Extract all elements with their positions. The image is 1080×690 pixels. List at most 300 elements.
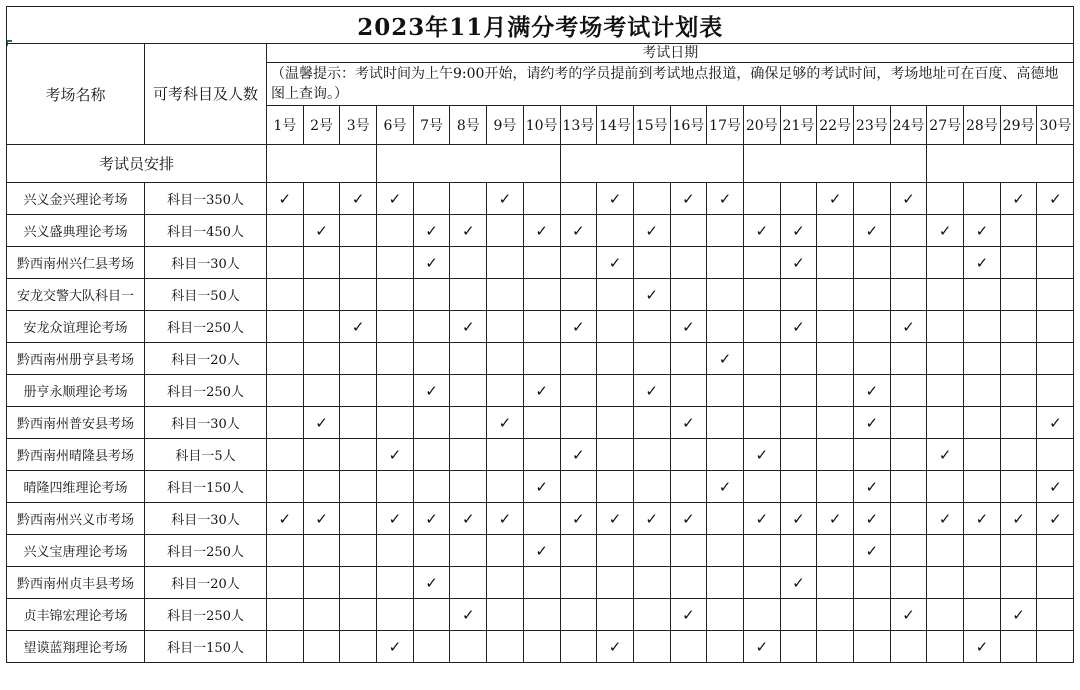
check-mark: ✓ — [927, 215, 964, 247]
empty-cell — [377, 247, 414, 279]
empty-cell — [890, 631, 927, 663]
empty-cell — [487, 535, 524, 567]
subject-capacity: 科目一30人 — [145, 407, 267, 439]
day-header: 16号 — [670, 106, 707, 145]
day-header: 6号 — [377, 106, 414, 145]
staff-cell — [743, 145, 926, 183]
empty-cell — [743, 375, 780, 407]
empty-cell — [523, 567, 560, 599]
check-mark: ✓ — [597, 503, 634, 535]
check-mark: ✓ — [964, 215, 1001, 247]
empty-cell — [670, 215, 707, 247]
empty-cell — [854, 599, 891, 631]
empty-cell — [303, 279, 340, 311]
check-mark: ✓ — [560, 311, 597, 343]
empty-cell — [487, 567, 524, 599]
empty-cell — [597, 375, 634, 407]
venue-name: 黔西南州兴仁县考场 — [7, 247, 145, 279]
empty-cell — [707, 439, 744, 471]
empty-cell — [890, 439, 927, 471]
empty-cell — [560, 183, 597, 215]
empty-cell — [927, 375, 964, 407]
empty-cell — [707, 279, 744, 311]
empty-cell — [633, 247, 670, 279]
empty-cell — [707, 375, 744, 407]
empty-cell — [817, 279, 854, 311]
empty-cell — [1037, 535, 1074, 567]
empty-cell — [450, 279, 487, 311]
empty-cell — [597, 471, 634, 503]
empty-cell — [303, 471, 340, 503]
check-mark: ✓ — [780, 503, 817, 535]
empty-cell — [633, 311, 670, 343]
check-mark: ✓ — [303, 503, 340, 535]
empty-cell — [487, 311, 524, 343]
empty-cell — [267, 247, 304, 279]
check-mark: ✓ — [780, 311, 817, 343]
check-mark: ✓ — [817, 183, 854, 215]
venue-name: 黔西南州册亨县考场 — [7, 343, 145, 375]
empty-cell — [413, 631, 450, 663]
empty-cell — [487, 375, 524, 407]
check-mark: ✓ — [1037, 471, 1074, 503]
empty-cell — [377, 567, 414, 599]
empty-cell — [854, 567, 891, 599]
empty-cell — [817, 535, 854, 567]
day-header: 20号 — [743, 106, 780, 145]
empty-cell — [267, 439, 304, 471]
check-mark: ✓ — [927, 503, 964, 535]
check-mark: ✓ — [267, 503, 304, 535]
empty-cell — [633, 343, 670, 375]
empty-cell — [633, 599, 670, 631]
empty-cell — [854, 279, 891, 311]
empty-cell — [560, 247, 597, 279]
check-mark: ✓ — [817, 503, 854, 535]
empty-cell — [340, 599, 377, 631]
empty-cell — [633, 183, 670, 215]
empty-cell — [633, 535, 670, 567]
empty-cell — [817, 567, 854, 599]
empty-cell — [487, 343, 524, 375]
empty-cell — [964, 599, 1001, 631]
empty-cell — [1000, 471, 1037, 503]
empty-cell — [1000, 247, 1037, 279]
empty-cell — [523, 247, 560, 279]
empty-cell — [413, 311, 450, 343]
empty-cell — [450, 343, 487, 375]
check-mark: ✓ — [670, 311, 707, 343]
empty-cell — [267, 375, 304, 407]
venue-name: 安龙交警大队科目一 — [7, 279, 145, 311]
empty-cell — [267, 567, 304, 599]
empty-cell — [1000, 375, 1037, 407]
empty-cell — [964, 407, 1001, 439]
empty-cell — [413, 183, 450, 215]
check-mark: ✓ — [523, 471, 560, 503]
empty-cell — [817, 215, 854, 247]
empty-cell — [597, 407, 634, 439]
empty-cell — [707, 599, 744, 631]
empty-cell — [817, 247, 854, 279]
check-mark: ✓ — [487, 183, 524, 215]
empty-cell — [523, 599, 560, 631]
empty-cell — [890, 279, 927, 311]
empty-cell — [927, 247, 964, 279]
check-mark: ✓ — [450, 215, 487, 247]
empty-cell — [560, 343, 597, 375]
empty-cell — [303, 375, 340, 407]
day-header: 14号 — [597, 106, 634, 145]
empty-cell — [1000, 343, 1037, 375]
empty-cell — [450, 439, 487, 471]
table-row — [7, 375, 1074, 407]
check-mark: ✓ — [707, 343, 744, 375]
empty-cell — [890, 407, 927, 439]
empty-cell — [670, 535, 707, 567]
empty-cell — [964, 567, 1001, 599]
check-mark: ✓ — [890, 599, 927, 631]
empty-cell — [1037, 215, 1074, 247]
subject-capacity: 科目一50人 — [145, 279, 267, 311]
empty-cell — [267, 599, 304, 631]
check-mark: ✓ — [450, 503, 487, 535]
day-header: 27号 — [927, 106, 964, 145]
empty-cell — [817, 599, 854, 631]
empty-cell — [927, 599, 964, 631]
subject-capacity: 科目一250人 — [145, 599, 267, 631]
check-mark: ✓ — [1037, 407, 1074, 439]
day-header: 3号 — [340, 106, 377, 145]
empty-cell — [450, 183, 487, 215]
day-header: 28号 — [964, 106, 1001, 145]
empty-cell — [927, 407, 964, 439]
empty-cell — [377, 599, 414, 631]
check-mark: ✓ — [450, 311, 487, 343]
empty-cell — [377, 215, 414, 247]
empty-cell — [303, 311, 340, 343]
empty-cell — [964, 343, 1001, 375]
empty-cell — [964, 183, 1001, 215]
empty-cell — [890, 535, 927, 567]
check-mark: ✓ — [854, 503, 891, 535]
day-header: 8号 — [450, 106, 487, 145]
empty-cell — [1037, 279, 1074, 311]
day-header: 2号 — [303, 106, 340, 145]
check-mark: ✓ — [670, 503, 707, 535]
page-title: 2023年11月满分考场考试计划表 — [7, 7, 1074, 44]
check-mark: ✓ — [780, 215, 817, 247]
empty-cell — [377, 535, 414, 567]
exam-schedule-table — [6, 6, 1074, 663]
empty-cell — [377, 279, 414, 311]
table-row — [7, 567, 1074, 599]
venue-name: 兴义金兴理论考场 — [7, 183, 145, 215]
empty-cell — [927, 279, 964, 311]
empty-cell — [523, 407, 560, 439]
empty-cell — [890, 215, 927, 247]
empty-cell — [670, 439, 707, 471]
empty-cell — [303, 439, 340, 471]
empty-cell — [707, 567, 744, 599]
check-mark: ✓ — [340, 311, 377, 343]
check-mark: ✓ — [523, 215, 560, 247]
empty-cell — [413, 279, 450, 311]
table-row — [7, 535, 1074, 567]
check-mark: ✓ — [523, 535, 560, 567]
subject-capacity: 科目一20人 — [145, 567, 267, 599]
empty-cell — [890, 247, 927, 279]
check-mark: ✓ — [743, 503, 780, 535]
empty-cell — [267, 407, 304, 439]
empty-cell — [743, 599, 780, 631]
empty-cell — [743, 247, 780, 279]
empty-cell — [267, 535, 304, 567]
empty-cell — [303, 183, 340, 215]
check-mark: ✓ — [1000, 599, 1037, 631]
day-header: 17号 — [707, 106, 744, 145]
empty-cell — [1000, 631, 1037, 663]
empty-cell — [340, 215, 377, 247]
empty-cell — [1000, 311, 1037, 343]
venue-name: 晴隆四维理论考场 — [7, 471, 145, 503]
check-mark: ✓ — [854, 215, 891, 247]
subject-capacity: 科目一150人 — [145, 631, 267, 663]
day-header: 1号 — [267, 106, 304, 145]
empty-cell — [340, 471, 377, 503]
empty-cell — [560, 567, 597, 599]
check-mark: ✓ — [267, 183, 304, 215]
empty-cell — [340, 247, 377, 279]
empty-cell — [1037, 343, 1074, 375]
empty-cell — [854, 343, 891, 375]
check-mark: ✓ — [523, 375, 560, 407]
venue-name: 册亨永顺理论考场 — [7, 375, 145, 407]
venue-name: 黔西南州兴义市考场 — [7, 503, 145, 535]
empty-cell — [1000, 407, 1037, 439]
empty-cell — [523, 279, 560, 311]
subject-capacity: 科目一450人 — [145, 215, 267, 247]
empty-cell — [780, 439, 817, 471]
check-mark: ✓ — [560, 439, 597, 471]
empty-cell — [670, 471, 707, 503]
check-mark: ✓ — [487, 503, 524, 535]
empty-cell — [780, 375, 817, 407]
empty-cell — [413, 471, 450, 503]
empty-cell — [487, 247, 524, 279]
empty-cell — [303, 535, 340, 567]
empty-cell — [267, 311, 304, 343]
table-row — [7, 599, 1074, 631]
empty-cell — [890, 567, 927, 599]
empty-cell — [450, 471, 487, 503]
empty-cell — [780, 343, 817, 375]
empty-cell — [413, 407, 450, 439]
day-header: 24号 — [890, 106, 927, 145]
empty-cell — [964, 439, 1001, 471]
empty-cell — [707, 535, 744, 567]
check-mark: ✓ — [340, 183, 377, 215]
check-mark: ✓ — [780, 247, 817, 279]
empty-cell — [964, 375, 1001, 407]
table-row — [7, 471, 1074, 503]
empty-cell — [560, 279, 597, 311]
check-mark: ✓ — [597, 183, 634, 215]
empty-cell — [817, 311, 854, 343]
venue-header: 考场名称 — [7, 44, 145, 145]
check-mark: ✓ — [413, 503, 450, 535]
empty-cell — [927, 343, 964, 375]
empty-cell — [817, 375, 854, 407]
empty-cell — [633, 471, 670, 503]
check-mark: ✓ — [707, 471, 744, 503]
empty-cell — [890, 375, 927, 407]
empty-cell — [707, 247, 744, 279]
staff-cell — [267, 145, 377, 183]
empty-cell — [780, 535, 817, 567]
check-mark: ✓ — [707, 183, 744, 215]
empty-cell — [633, 567, 670, 599]
empty-cell — [927, 535, 964, 567]
venue-name: 贞丰锦宏理论考场 — [7, 599, 145, 631]
table-row — [7, 247, 1074, 279]
staff-cell — [560, 145, 743, 183]
empty-cell — [487, 439, 524, 471]
day-header: 10号 — [523, 106, 560, 145]
staff-cell — [377, 145, 560, 183]
check-mark: ✓ — [854, 535, 891, 567]
empty-cell — [670, 279, 707, 311]
check-mark: ✓ — [1037, 183, 1074, 215]
empty-cell — [670, 343, 707, 375]
empty-cell — [597, 311, 634, 343]
check-mark: ✓ — [597, 247, 634, 279]
day-header: 29号 — [1000, 106, 1037, 145]
day-header: 7号 — [413, 106, 450, 145]
empty-cell — [450, 631, 487, 663]
check-mark: ✓ — [560, 215, 597, 247]
subject-capacity: 科目一30人 — [145, 503, 267, 535]
check-mark: ✓ — [670, 599, 707, 631]
empty-cell — [523, 631, 560, 663]
check-mark: ✓ — [413, 567, 450, 599]
subject-capacity: 科目一5人 — [145, 439, 267, 471]
venue-name: 望谟蓝翔理论考场 — [7, 631, 145, 663]
notice-text: （温馨提示：考试时间为上午9:00开始，请约考的学员提前到考试地点报道，确保足够的考试时间，考场地址可在百度、高德地图上查询。） — [267, 63, 1074, 106]
empty-cell — [633, 631, 670, 663]
check-mark: ✓ — [890, 183, 927, 215]
check-mark: ✓ — [377, 503, 414, 535]
empty-cell — [303, 567, 340, 599]
empty-cell — [303, 599, 340, 631]
empty-cell — [743, 407, 780, 439]
empty-cell — [707, 631, 744, 663]
empty-cell — [743, 311, 780, 343]
venue-name: 安龙众谊理论考场 — [7, 311, 145, 343]
empty-cell — [487, 631, 524, 663]
empty-cell — [633, 407, 670, 439]
empty-cell — [854, 247, 891, 279]
day-header: 13号 — [560, 106, 597, 145]
check-mark: ✓ — [964, 503, 1001, 535]
empty-cell — [340, 631, 377, 663]
check-mark: ✓ — [780, 567, 817, 599]
empty-cell — [450, 375, 487, 407]
empty-cell — [707, 407, 744, 439]
empty-cell — [413, 535, 450, 567]
check-mark: ✓ — [413, 375, 450, 407]
check-mark: ✓ — [743, 215, 780, 247]
empty-cell — [1037, 599, 1074, 631]
empty-cell — [450, 535, 487, 567]
table-row — [7, 503, 1074, 535]
check-mark: ✓ — [560, 503, 597, 535]
subject-capacity: 科目一150人 — [145, 471, 267, 503]
empty-cell — [743, 183, 780, 215]
venue-name: 兴义盛典理论考场 — [7, 215, 145, 247]
empty-cell — [560, 471, 597, 503]
empty-cell — [707, 215, 744, 247]
empty-cell — [743, 535, 780, 567]
table-row — [7, 311, 1074, 343]
empty-cell — [303, 247, 340, 279]
empty-cell — [964, 535, 1001, 567]
empty-cell — [560, 535, 597, 567]
empty-cell — [1000, 279, 1037, 311]
venue-name: 黔西南州普安县考场 — [7, 407, 145, 439]
empty-cell — [670, 247, 707, 279]
empty-cell — [560, 375, 597, 407]
empty-cell — [1000, 439, 1037, 471]
check-mark: ✓ — [487, 407, 524, 439]
subject-capacity: 科目一350人 — [145, 183, 267, 215]
empty-cell — [523, 311, 560, 343]
empty-cell — [780, 631, 817, 663]
empty-cell — [450, 247, 487, 279]
check-mark: ✓ — [450, 599, 487, 631]
empty-cell — [377, 471, 414, 503]
check-mark: ✓ — [890, 311, 927, 343]
empty-cell — [523, 183, 560, 215]
empty-cell — [927, 471, 964, 503]
check-mark: ✓ — [633, 375, 670, 407]
empty-cell — [267, 471, 304, 503]
day-header: 15号 — [633, 106, 670, 145]
empty-cell — [707, 503, 744, 535]
exam-dates-header: 考试日期 — [267, 44, 1074, 63]
day-header: 22号 — [817, 106, 854, 145]
check-mark: ✓ — [413, 247, 450, 279]
empty-cell — [413, 599, 450, 631]
empty-cell — [780, 599, 817, 631]
table-row — [7, 631, 1074, 663]
empty-cell — [597, 439, 634, 471]
empty-cell — [817, 439, 854, 471]
empty-cell — [1037, 375, 1074, 407]
empty-cell — [743, 471, 780, 503]
table-row — [7, 407, 1074, 439]
empty-cell — [450, 407, 487, 439]
empty-cell — [560, 631, 597, 663]
empty-cell — [303, 343, 340, 375]
empty-cell — [743, 343, 780, 375]
empty-cell — [927, 311, 964, 343]
empty-cell — [597, 215, 634, 247]
empty-cell — [523, 343, 560, 375]
venue-name: 黔西南州晴隆县考场 — [7, 439, 145, 471]
empty-cell — [780, 407, 817, 439]
staff-cell — [927, 145, 1074, 183]
